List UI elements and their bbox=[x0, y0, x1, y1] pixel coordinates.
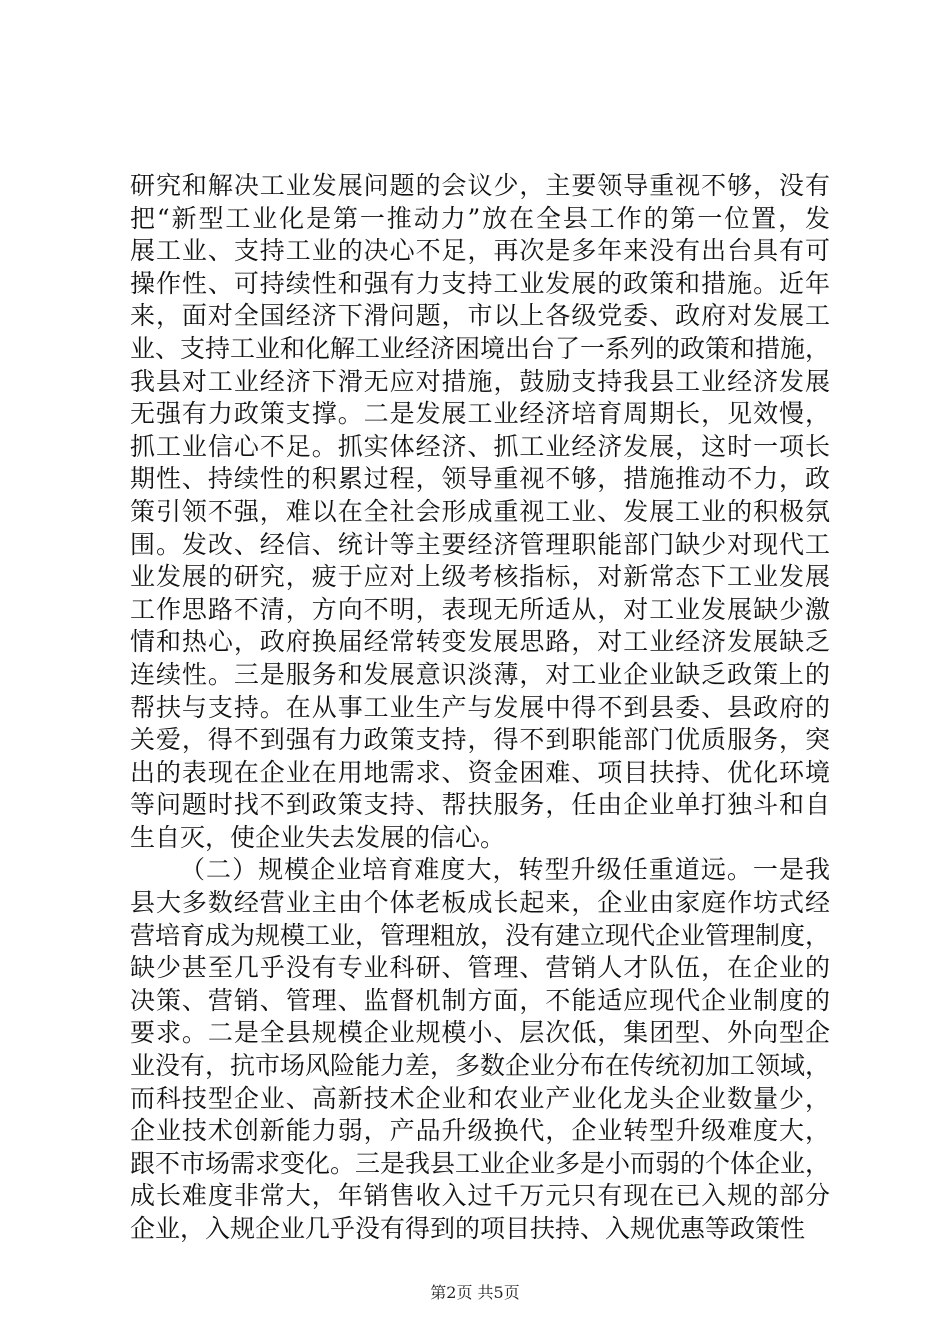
text-line: 关爱，得不到强有力政策支持，得不到职能部门优质服务，突 bbox=[130, 725, 830, 755]
paragraph bbox=[130, 170, 830, 854]
text-line: 期性、持续性的积累过程，领导重视不够，措施推动不力，政 bbox=[130, 464, 830, 494]
text-line: 展工业、支持工业的决心不足，再次是多年来没有出台具有可 bbox=[130, 236, 830, 266]
text-line: 情和热心，政府换届经常转变发展思路，对工业经济发展缺乏 bbox=[130, 627, 830, 657]
text-line: 连续性。三是服务和发展意识淡薄，对工业企业缺乏政策上的 bbox=[130, 659, 830, 689]
text-line: 县大多数经营业主由个体老板成长起来，企业由家庭作坊式经 bbox=[130, 888, 830, 918]
text-line: 策引领不强，难以在全社会形成重视工业、发展工业的积极氛 bbox=[130, 496, 830, 526]
text-line: 营培育成为规模工业，管理粗放，没有建立现代企业管理制度， bbox=[130, 920, 830, 950]
text-line: 企业，入规企业几乎没有得到的项目扶持、入规优惠等政策性 bbox=[130, 1214, 806, 1243]
text-line: 企业技术创新能力弱，产品升级换代，企业转型升级难度大， bbox=[130, 1116, 830, 1146]
text-line: 把“新型工业化是第一推动力”放在全县工作的第一位置，发 bbox=[130, 203, 830, 233]
text-line: 生自灭，使企业失去发展的信心。 bbox=[130, 822, 506, 852]
text-line: 帮扶与支持。在从事工业生产与发展中得不到县委、县政府的 bbox=[130, 692, 830, 722]
text-line: 工作思路不清，方向不明，表现无所适从，对工业发展缺少激 bbox=[130, 594, 830, 624]
paragraph bbox=[130, 854, 830, 1245]
document-body bbox=[130, 170, 830, 1246]
text-line: 来，面对全国经济下滑问题，市以上各级党委、政府对发展工 bbox=[130, 301, 830, 331]
text-line: 业发展的研究，疲于应对上级考核指标，对新常态下工业发展 bbox=[130, 562, 830, 592]
text-line: 我县对工业经济下滑无应对措施，鼓励支持我县工业经济发展 bbox=[130, 366, 830, 396]
text-line: 缺少甚至几乎没有专业科研、管理、营销人才队伍，在企业的 bbox=[130, 953, 830, 983]
text-line: 抓工业信心不足。抓实体经济、抓工业经济发展，这时一项长 bbox=[130, 431, 830, 461]
text-line: 决策、营销、管理、监督机制方面，不能适应现代企业制度的 bbox=[130, 985, 830, 1015]
text-line: 无强有力政策支撑。二是发展工业经济培育周期长，见效慢， bbox=[130, 399, 830, 429]
text-line: 等问题时找不到政策支持、帮扶服务，任由企业单打独斗和自 bbox=[130, 790, 830, 820]
text-line: 跟不市场需求变化。三是我县工业企业多是小而弱的个体企业， bbox=[130, 1148, 830, 1178]
text-line: （二）规模企业培育难度大，转型升级任重道远。一是我 bbox=[180, 855, 830, 885]
text-line: 成长难度非常大，年销售收入过千万元只有现在已入规的部分 bbox=[130, 1181, 830, 1211]
text-line: 围。发改、经信、统计等主要经济管理职能部门缺少对现代工 bbox=[130, 529, 830, 559]
text-line: 要求。二是全县规模企业规模小、层次低，集团型、外向型企 bbox=[130, 1018, 830, 1048]
text-line: 业没有，抗市场风险能力差，多数企业分布在传统初加工领域， bbox=[130, 1051, 830, 1081]
page-footer: 第2页 共5页 bbox=[430, 1283, 520, 1302]
text-line: 出的表现在企业在用地需求、资金困难、项目扶持、优化环境 bbox=[130, 757, 830, 787]
text-line: 业、支持工业和化解工业经济困境出台了一系列的政策和措施， bbox=[130, 333, 830, 363]
text-line: 操作性、可持续性和强有力支持工业发展的政策和措施。近年 bbox=[130, 268, 830, 298]
text-line: 而科技型企业、高新技术企业和农业产业化龙头企业数量少， bbox=[130, 1083, 830, 1113]
text-line: 研究和解决工业发展问题的会议少，主要领导重视不够，没有 bbox=[130, 171, 830, 200]
